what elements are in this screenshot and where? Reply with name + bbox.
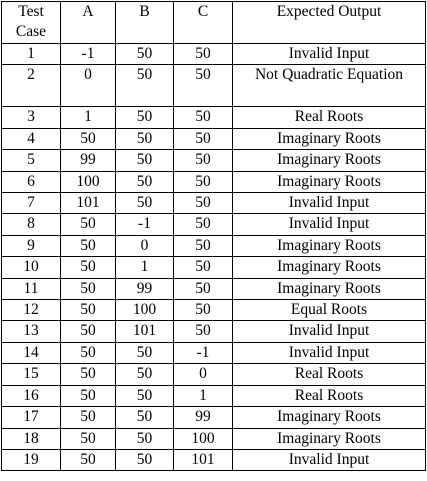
cell-a: 50 xyxy=(61,300,116,321)
cell-test-case: 18 xyxy=(2,428,61,449)
cell-a: 0 xyxy=(61,65,116,107)
header-row xyxy=(2,2,426,44)
table-row xyxy=(2,257,426,278)
table-row xyxy=(2,385,426,406)
cell-test-case: 1 xyxy=(2,44,61,65)
cell-expected-output: Invalid Input xyxy=(233,449,426,470)
cell-a: 50 xyxy=(61,235,116,256)
table-row xyxy=(2,44,426,65)
cell-expected-output: Imaginary Roots xyxy=(233,150,426,171)
table-row xyxy=(2,300,426,321)
table-row xyxy=(2,321,426,342)
cell-test-case: 10 xyxy=(2,257,61,278)
cell-c: 50 xyxy=(174,150,233,171)
header-b: B xyxy=(116,2,174,44)
table-row xyxy=(2,65,426,107)
cell-expected-output: Imaginary Roots xyxy=(233,235,426,256)
cell-b: 50 xyxy=(116,193,174,214)
cell-expected-output: Invalid Input xyxy=(233,321,426,342)
cell-b: 50 xyxy=(116,385,174,406)
cell-c: 50 xyxy=(174,300,233,321)
cell-c: 50 xyxy=(174,193,233,214)
cell-b: 50 xyxy=(116,128,174,149)
cell-test-case: 4 xyxy=(2,128,61,149)
cell-a: 50 xyxy=(61,428,116,449)
cell-a: 50 xyxy=(61,257,116,278)
cell-a: 50 xyxy=(61,214,116,235)
cell-a: 50 xyxy=(61,128,116,149)
cell-expected-output: Imaginary Roots xyxy=(233,128,426,149)
table-row xyxy=(2,407,426,428)
cell-b: 101 xyxy=(116,321,174,342)
table-row xyxy=(2,278,426,299)
cell-expected-output: Imaginary Roots xyxy=(233,278,426,299)
cell-test-case: 12 xyxy=(2,300,61,321)
cell-test-case: 6 xyxy=(2,171,61,192)
test-case-table xyxy=(1,1,426,471)
cell-expected-output: Real Roots xyxy=(233,364,426,385)
cell-b: 50 xyxy=(116,428,174,449)
cell-c: 50 xyxy=(174,128,233,149)
table-row xyxy=(2,364,426,385)
cell-c: 50 xyxy=(174,321,233,342)
cell-expected-output: Invalid Input xyxy=(233,342,426,363)
cell-expected-output: Imaginary Roots xyxy=(233,171,426,192)
cell-test-case: 5 xyxy=(2,150,61,171)
cell-test-case: 16 xyxy=(2,385,61,406)
header-expected-output: Expected Output xyxy=(233,2,426,44)
cell-b: 50 xyxy=(116,342,174,363)
table-row xyxy=(2,214,426,235)
cell-test-case: 3 xyxy=(2,107,61,128)
cell-a: 50 xyxy=(61,449,116,470)
cell-expected-output: Real Roots xyxy=(233,107,426,128)
cell-c: 50 xyxy=(174,235,233,256)
cell-test-case: 7 xyxy=(2,193,61,214)
cell-b: 50 xyxy=(116,44,174,65)
cell-a: 100 xyxy=(61,171,116,192)
cell-test-case: 11 xyxy=(2,278,61,299)
cell-b: 50 xyxy=(116,150,174,171)
cell-b: 50 xyxy=(116,449,174,470)
cell-c: 50 xyxy=(174,214,233,235)
cell-expected-output: Invalid Input xyxy=(233,214,426,235)
cell-a: -1 xyxy=(61,44,116,65)
table-row xyxy=(2,428,426,449)
cell-a: 50 xyxy=(61,321,116,342)
cell-b: 0 xyxy=(116,235,174,256)
cell-a: 1 xyxy=(61,107,116,128)
cell-expected-output: Imaginary Roots xyxy=(233,257,426,278)
cell-a: 50 xyxy=(61,407,116,428)
cell-a: 50 xyxy=(61,278,116,299)
cell-a: 50 xyxy=(61,385,116,406)
cell-c: 1 xyxy=(174,385,233,406)
cell-c: 99 xyxy=(174,407,233,428)
cell-expected-output: Imaginary Roots xyxy=(233,407,426,428)
cell-c: 50 xyxy=(174,107,233,128)
cell-c: 100 xyxy=(174,428,233,449)
cell-expected-output: Imaginary Roots xyxy=(233,428,426,449)
cell-b: 50 xyxy=(116,65,174,107)
cell-b: -1 xyxy=(116,214,174,235)
cell-a: 50 xyxy=(61,342,116,363)
cell-a: 50 xyxy=(61,364,116,385)
cell-b: 50 xyxy=(116,107,174,128)
cell-expected-output: Not Quadratic Equation xyxy=(233,65,426,107)
cell-b: 50 xyxy=(116,171,174,192)
cell-expected-output: Invalid Input xyxy=(233,44,426,65)
cell-test-case: 14 xyxy=(2,342,61,363)
cell-expected-output: Equal Roots xyxy=(233,300,426,321)
cell-c: 101 xyxy=(174,449,233,470)
cell-expected-output: Invalid Input xyxy=(233,193,426,214)
test-case-table-container xyxy=(1,1,426,471)
cell-c: 50 xyxy=(174,278,233,299)
cell-b: 99 xyxy=(116,278,174,299)
cell-test-case: 9 xyxy=(2,235,61,256)
cell-c: 50 xyxy=(174,65,233,107)
cell-c: 50 xyxy=(174,44,233,65)
table-row xyxy=(2,449,426,470)
cell-c: 0 xyxy=(174,364,233,385)
cell-test-case: 13 xyxy=(2,321,61,342)
cell-test-case: 19 xyxy=(2,449,61,470)
cell-test-case: 8 xyxy=(2,214,61,235)
cell-c: 50 xyxy=(174,171,233,192)
table-row xyxy=(2,150,426,171)
cell-b: 50 xyxy=(116,364,174,385)
cell-b: 1 xyxy=(116,257,174,278)
cell-test-case: 15 xyxy=(2,364,61,385)
table-row xyxy=(2,107,426,128)
table-row xyxy=(2,171,426,192)
cell-test-case: 17 xyxy=(2,407,61,428)
table-row xyxy=(2,235,426,256)
cell-b: 100 xyxy=(116,300,174,321)
header-c: C xyxy=(174,2,233,44)
cell-c: -1 xyxy=(174,342,233,363)
header-test-case: Test Case xyxy=(2,2,61,44)
table-row xyxy=(2,128,426,149)
cell-c: 50 xyxy=(174,257,233,278)
table-row xyxy=(2,193,426,214)
cell-b: 50 xyxy=(116,407,174,428)
cell-a: 101 xyxy=(61,193,116,214)
header-a: A xyxy=(61,2,116,44)
table-row xyxy=(2,342,426,363)
cell-a: 99 xyxy=(61,150,116,171)
cell-test-case: 2 xyxy=(2,65,61,107)
cell-expected-output: Real Roots xyxy=(233,385,426,406)
